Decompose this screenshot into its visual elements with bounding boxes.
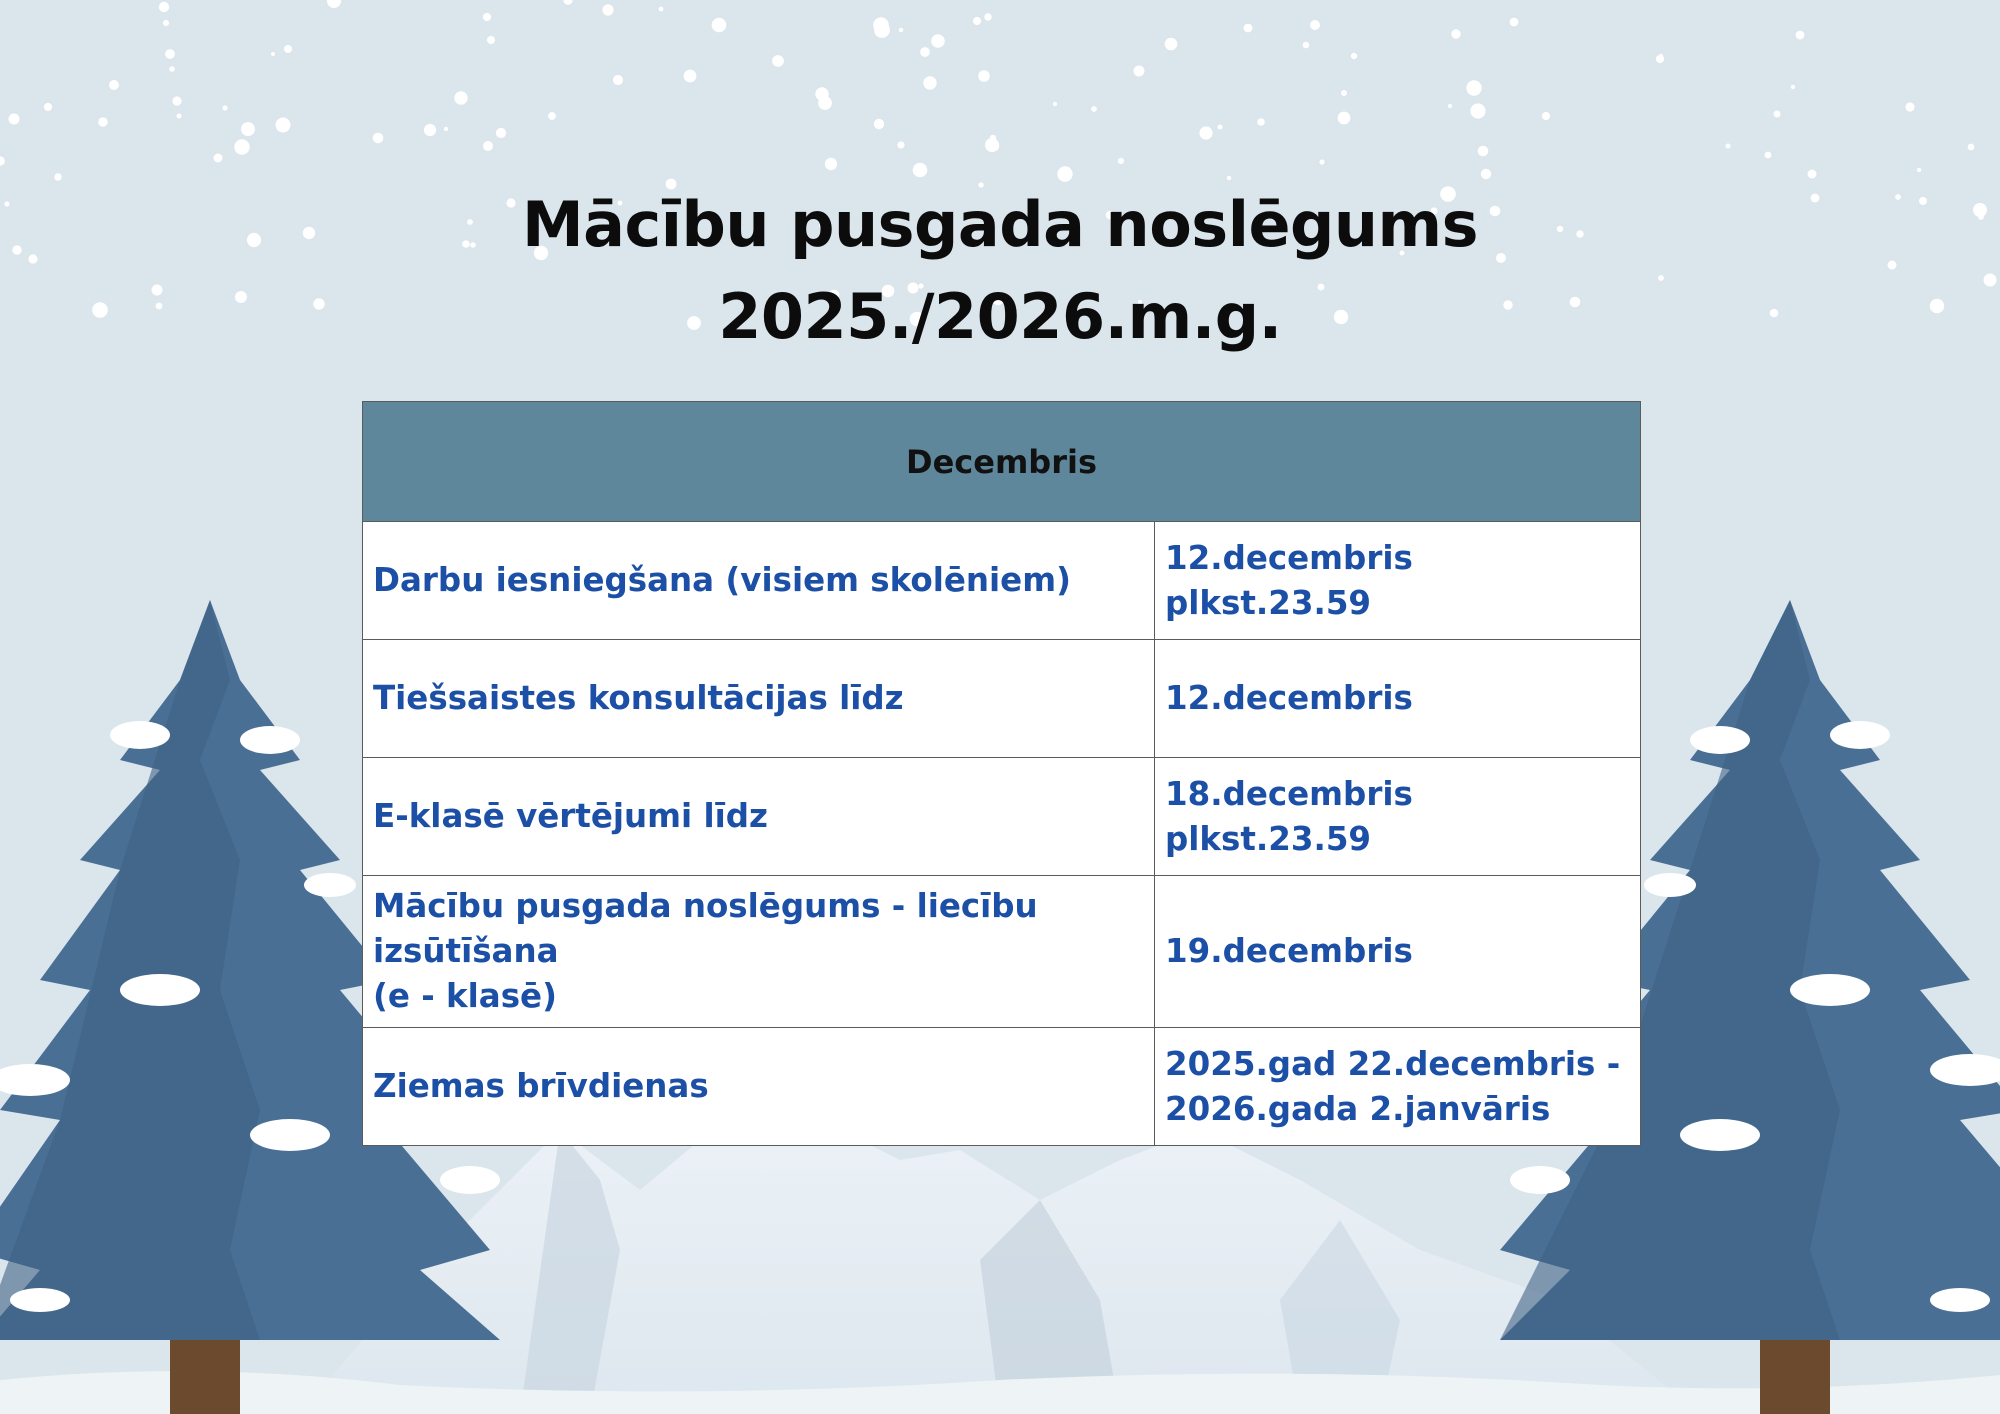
snowflake [818,96,832,110]
schedule-table [362,401,1641,1146]
snowflake [1341,90,1347,96]
snowflake [241,122,255,136]
snowflake [978,70,990,82]
snowflake [424,124,436,136]
table-row [363,1028,1641,1146]
row-label: Tiešsaistes konsultācijas līdz [363,640,1155,758]
snowflake [978,182,983,187]
snowflake [897,141,904,148]
table-row [363,522,1641,640]
snowflake [613,75,623,85]
snowflake [1726,144,1731,149]
snowflake [98,117,108,127]
snowflake [454,91,467,104]
snowflake [1118,158,1124,164]
snowflake [234,139,249,154]
snowflake [913,163,928,178]
snowflake [1218,125,1223,130]
snowflake [984,13,991,20]
snowflake [496,128,506,138]
snowflake [0,156,5,166]
row-date: 18.decembris plkst.23.59 [1155,758,1641,876]
snowflake [548,112,556,120]
snowflake [159,2,169,12]
snowflake [1199,126,1212,139]
row-date: 19.decembris [1155,876,1641,1028]
snowflake [659,7,664,12]
snowflake [487,36,495,44]
snowflake [1791,85,1795,89]
row-label: Mācību pusgada noslēgums - liecību izsūtīšana (e - klasē) [363,876,1155,1028]
snowflake [1448,104,1452,108]
snowflake [1310,20,1320,30]
snowflake [899,28,904,33]
snowflake [1905,102,1914,111]
row-date: 12.decembris plkst.23.59 [1155,522,1641,640]
snowflake [1478,146,1489,157]
snowflake [825,158,837,170]
snowflake [931,34,945,48]
row-label: E-klasē vērtējumi līdz [363,758,1155,876]
snowflake [873,17,889,33]
snowflake [1796,31,1805,40]
page-title-line-2: 2025./2026.m.g. [718,280,1282,353]
snowflake [874,119,884,129]
snowflake [483,13,491,21]
table-row [363,640,1641,758]
snowflake [1134,66,1145,77]
snowflake [1091,106,1097,112]
snowflake [177,114,182,119]
snowflake [602,4,613,15]
snowflake [373,133,384,144]
snowflake [1774,111,1781,118]
snowflake [483,141,493,151]
table-row [363,876,1641,1028]
snowflake [1542,112,1550,120]
snowflake [684,70,697,83]
snowflake [1257,118,1265,126]
table-header-month: Decembris [363,402,1641,522]
snowflake [563,0,572,5]
snowflake [1510,18,1519,27]
snowflake [1765,152,1772,159]
snowflake [1451,29,1460,38]
snowflake [990,135,997,142]
snowflake [1319,159,1324,164]
snowflake [1057,166,1072,181]
snowflake [276,118,291,133]
snowflake [327,0,341,8]
snowflake [1808,170,1817,179]
snowflake [1466,80,1481,95]
snowflake [1053,102,1057,106]
row-date: 12.decembris [1155,640,1641,758]
snowflake [1888,261,1897,270]
row-label: Darbu iesniegšana (visiem skolēniem) [363,522,1155,640]
snowflake [772,55,784,67]
snowflake [1227,176,1232,181]
snowflake [1165,38,1178,51]
snowflake [169,66,175,72]
snowflake [1481,169,1491,179]
snowflake [44,103,52,111]
row-label: Ziemas brīvdienas [363,1028,1155,1146]
snowflake [444,127,448,131]
table-row [363,758,1641,876]
snowflake [1470,103,1485,118]
snowflake [989,141,1000,152]
row-date: 2025.gad 22.decembris - 2026.gada 2.janvāris [1155,1028,1641,1146]
snowflake [284,45,292,53]
snowflake [712,18,727,33]
snowflake [172,96,181,105]
snowflake [9,114,20,125]
snowflake [1338,112,1351,125]
snowflake [222,105,227,110]
snowflake [920,47,930,57]
page-title-line-1: Mācību pusgada noslēgums [521,188,1479,261]
snowflake [923,76,936,89]
snowflake [163,20,169,26]
snowflake [1351,53,1357,59]
snowflake [271,52,275,56]
snowflake [1968,144,1975,151]
snowflake [214,154,223,163]
snowflake [973,17,981,25]
snowflake [1244,24,1253,33]
snowflake [1303,42,1310,49]
snowflake [1656,55,1664,63]
snowflake [165,49,175,59]
snowflake [109,80,119,90]
snowflake [54,173,61,180]
snowflake [1917,168,1921,172]
